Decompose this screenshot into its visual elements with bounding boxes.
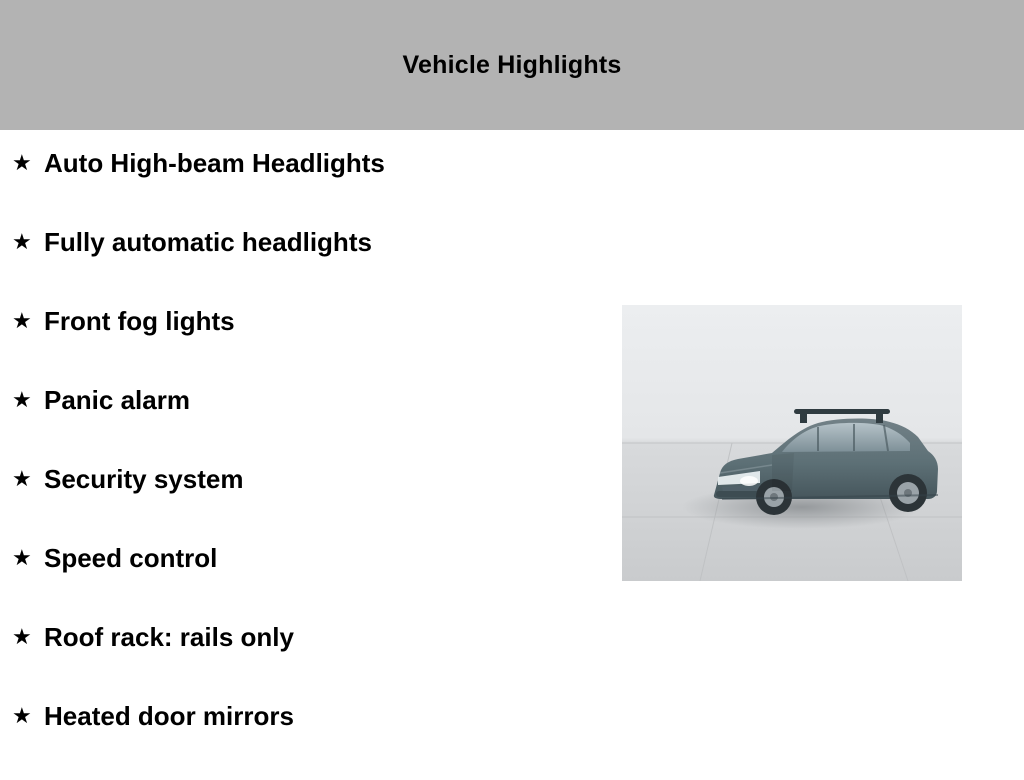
star-bullet-icon: ★ bbox=[12, 308, 32, 333]
star-bullet-icon: ★ bbox=[12, 703, 32, 728]
list-item bbox=[0, 385, 600, 464]
star-bullet-icon: ★ bbox=[12, 466, 32, 491]
star-bullet-icon: ★ bbox=[12, 624, 32, 649]
list-item bbox=[0, 306, 600, 385]
list-item bbox=[0, 622, 600, 701]
highlight-label: Roof rack: rails only bbox=[44, 622, 294, 652]
highlight-label: Auto High-beam Headlights bbox=[44, 148, 385, 178]
list-item bbox=[0, 464, 600, 543]
star-bullet-icon: ★ bbox=[12, 150, 32, 175]
vehicle-photo-image bbox=[622, 305, 962, 581]
highlight-label: Fully automatic headlights bbox=[44, 227, 372, 257]
vehicle-photo bbox=[622, 305, 962, 581]
star-bullet-icon: ★ bbox=[12, 545, 32, 570]
page-title: Vehicle Highlights bbox=[402, 50, 622, 79]
star-bullet-icon: ★ bbox=[12, 387, 32, 412]
highlight-label: Heated door mirrors bbox=[44, 701, 294, 731]
list-item bbox=[0, 227, 600, 306]
page-content bbox=[0, 130, 1024, 768]
star-bullet-icon: ★ bbox=[12, 229, 32, 254]
page-header bbox=[0, 0, 1024, 130]
highlight-label: Panic alarm bbox=[44, 385, 190, 415]
list-item bbox=[0, 543, 600, 622]
highlight-label: Speed control bbox=[44, 543, 218, 573]
highlight-label: Front fog lights bbox=[44, 306, 235, 336]
list-item bbox=[0, 148, 600, 227]
vehicle-highlights-list bbox=[0, 148, 600, 780]
list-item bbox=[0, 701, 600, 780]
highlight-label: Security system bbox=[44, 464, 244, 494]
